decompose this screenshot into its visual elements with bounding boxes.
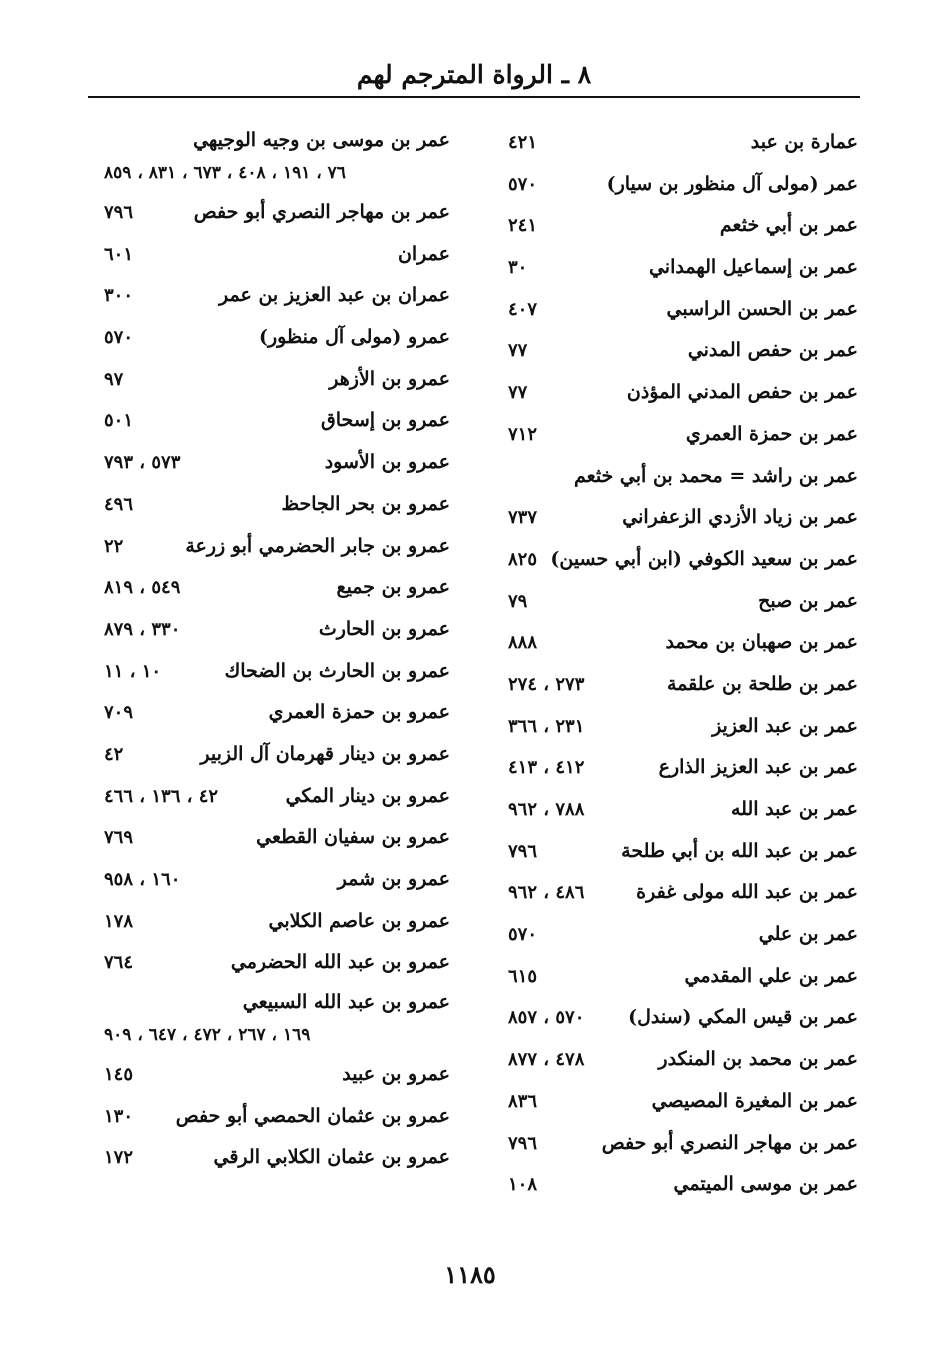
narrator-name: عمران	[397, 242, 450, 265]
narrator-name: عمر بن قيس المكي (سندل)	[628, 1006, 858, 1029]
narrator-name: عمرو بن عاصم الكلابي	[268, 909, 450, 932]
narrator-name: عمر بن أبي خثعم	[719, 214, 858, 237]
page-references: ٧٨٨ ، ٩٦٢	[508, 799, 585, 820]
index-entry	[508, 872, 858, 914]
narrator-name: عمارة بن عبد	[750, 131, 858, 153]
narrator-name: عمرو (مولى آل منظور)	[259, 326, 450, 349]
narrator-name: عمر بن مهاجر النصري أبو حفص	[193, 201, 450, 223]
page-references: ٧٩٦	[104, 202, 134, 223]
narrator-name: عمرو بن دينار قهرمان آل الزبير	[200, 742, 450, 765]
index-entry	[104, 817, 450, 859]
index-entry	[104, 1096, 450, 1138]
index-entry	[104, 1054, 450, 1096]
index-entry	[508, 1039, 858, 1081]
page-references: ٤٢ ، ١٣٦ ، ٤٦٦	[104, 785, 219, 807]
page-references: ٧١٢	[508, 423, 538, 445]
page-references: ٧٦ ، ١٩١ ، ٤٠٨ ، ٦٧٣ ، ٨٣١ ، ٨٥٩	[104, 163, 346, 183]
narrator-name: عمر بن المغيرة المصيصي	[651, 1089, 858, 1112]
index-entry	[508, 956, 858, 998]
page-references: ١٦٩ ، ٢٦٧ ، ٤٧٢ ، ٦٤٧ ، ٩٠٩	[104, 1025, 311, 1046]
narrator-name: عمرو بن الأسود	[324, 451, 450, 474]
narrator-name: عمرو بن بحر الجاحظ	[281, 492, 450, 515]
page-references: ١٤٥	[104, 1064, 134, 1086]
narrator-name: عمر بن حمزة العمري	[685, 422, 858, 445]
narrator-name: عمر بن عبد الله مولى غفرة	[636, 881, 858, 904]
narrator-name: عمر بن الحسن الراسبي	[666, 297, 858, 320]
page-references: ٤١٢ ، ٤١٣	[508, 757, 585, 779]
narrator-name: عمرو بن عبد الله الحضرمي	[230, 951, 450, 974]
page-references: ٤٧٨ ، ٨٧٧	[508, 1049, 585, 1071]
page-references: ٣٠٠	[104, 285, 134, 307]
index-entry	[104, 400, 450, 442]
page-references: ١٠ ، ١١	[104, 660, 162, 682]
index-entry	[508, 581, 858, 623]
narrator-name: عمر بن صبح	[758, 589, 858, 612]
page-references: ٧٣٧	[508, 507, 538, 529]
page-references: ٤٨٦ ، ٩٦٢	[508, 882, 585, 904]
page-references: ٧٩	[508, 590, 528, 612]
narrator-name: عمرو بن حمزة العمري	[268, 701, 450, 724]
index-entry	[104, 609, 450, 651]
narrator-name: عمرو بن الأزهر	[329, 367, 450, 390]
page-references: ٢٤١	[508, 215, 538, 237]
narrator-name: عمر بن سعيد الكوفي (ابن أبي حسين)	[550, 547, 858, 570]
index-entry	[104, 651, 450, 693]
narrator-name: عمرو بن جميع	[336, 576, 450, 599]
page-references: ٢٢	[104, 535, 124, 557]
index-entry	[508, 914, 858, 956]
index-column-right	[508, 122, 858, 1206]
index-entry	[508, 122, 858, 164]
narrator-name: عمر بن موسى الميتمي	[673, 1173, 858, 1196]
narrator-name: عمرو بن الحارث بن الضحاك	[224, 659, 450, 682]
page-references: ٢٧٣ ، ٢٧٤	[508, 673, 585, 695]
index-entry	[104, 526, 450, 568]
narrator-name: عمر بن مهاجر النصري أبو حفص	[601, 1131, 858, 1154]
page-references: ١٠٨	[508, 1174, 538, 1196]
narrator-name: عمرو بن الحارث	[318, 617, 450, 640]
index-entry	[104, 359, 450, 401]
index-entry	[508, 539, 858, 581]
page-references: ٥٧٣ ، ٧٩٣	[104, 452, 181, 474]
page-references: ٣٣٠ ، ٨٧٩	[104, 618, 181, 640]
index-entry	[104, 275, 450, 317]
index-entry	[104, 859, 450, 901]
page-references: ٧٧	[508, 340, 528, 362]
page-references: ٤٠٧	[508, 298, 538, 320]
index-column-left	[104, 122, 450, 1179]
index-entry	[508, 831, 858, 873]
narrator-name: عمرو بن عثمان الحمصي أبو حفص	[175, 1104, 450, 1127]
index-entry	[104, 234, 450, 276]
narrator-name: عمر بن إسماعيل الهمداني	[648, 256, 858, 279]
page-references: ٨٨٨	[508, 632, 538, 654]
index-entry	[508, 497, 858, 539]
page-number: ١١٨٥	[444, 1260, 496, 1289]
narrator-name: عمرو بن دينار المكي	[285, 784, 450, 807]
narrator-name: عمرو بن جابر الحضرمي أبو زرعة	[185, 534, 450, 557]
narrator-name: عمر بن زياد الأزدي الزعفراني	[622, 506, 858, 529]
index-entry	[508, 164, 858, 206]
page-references: ٤٢١	[508, 132, 538, 153]
narrator-name: عمرو بن عثمان الكلابي الرقي	[213, 1146, 450, 1169]
index-entry	[508, 247, 858, 289]
index-entry	[104, 984, 450, 1054]
index-entry	[508, 706, 858, 748]
page-references: ٣٠	[508, 257, 528, 279]
header-rule	[88, 96, 860, 98]
index-entry	[104, 734, 450, 776]
index-entry	[104, 317, 450, 359]
page-references: ٩٧	[104, 368, 124, 390]
page-references: ٤٩٦	[104, 493, 134, 515]
narrator-name: عمر بن علي المقدمي	[684, 964, 858, 987]
index-entry	[508, 330, 858, 372]
page-references: ٨٢٥	[508, 548, 538, 570]
index-entry	[508, 622, 858, 664]
index-entry	[508, 1123, 858, 1165]
index-entry	[508, 414, 858, 456]
index-entry	[104, 776, 450, 818]
narrator-name: عمرو بن عبيد	[342, 1063, 450, 1086]
narrator-name: عمر (مولى آل منظور بن سيار)	[606, 172, 858, 195]
narrator-name: عمر بن راشد = محمد بن أبي خثعم	[574, 464, 858, 487]
index-entry	[104, 1137, 450, 1179]
page-references: ٧٩٦	[508, 840, 538, 862]
index-entry	[508, 1164, 858, 1206]
index-entry	[104, 567, 450, 609]
page-references: ٥٠١	[104, 410, 134, 432]
page-references: ١٦٠ ، ٩٥٨	[104, 869, 181, 890]
page-header: ٨ ـ الرواة المترجم لهم	[356, 60, 592, 89]
page-references: ٦٠١	[104, 243, 134, 265]
narrator-name: عمرو بن عبد الله السبيعي	[242, 991, 450, 1014]
page-references: ٧٠٩	[104, 702, 134, 724]
narrator-name: عمر بن علي	[758, 923, 858, 946]
page-references: ٧٦٤	[104, 952, 134, 974]
narrator-name: عمر بن عبد العزيز الذارع	[658, 756, 858, 779]
page-references: ٥٧٠	[508, 173, 538, 195]
narrator-name: عمر بن عبد الله	[731, 798, 858, 820]
narrator-name: عمرو بن شمر	[337, 868, 450, 890]
index-entry	[104, 192, 450, 234]
page-references: ٧٧	[508, 382, 528, 404]
index-entry	[508, 289, 858, 331]
narrator-name: عمر بن حفص المدني	[687, 339, 858, 362]
index-entry	[104, 122, 450, 192]
index-entry	[508, 372, 858, 414]
narrator-name: عمرو بن إسحاق	[321, 409, 450, 432]
index-entry	[508, 997, 858, 1039]
index-entry	[104, 942, 450, 984]
narrator-name: عمران بن عبد العزيز بن عمر	[219, 284, 450, 307]
index-entry	[508, 747, 858, 789]
narrator-name: عمرو بن سفيان القطعي	[256, 826, 450, 849]
index-entry	[508, 456, 858, 498]
index-entry	[104, 692, 450, 734]
page-references: ١٧٨	[104, 910, 134, 932]
page-references: ٧٩٦	[508, 1132, 538, 1154]
page-references: ٨٣٦	[508, 1090, 538, 1112]
page-references: ٥٧٠	[508, 924, 538, 946]
narrator-name: عمر بن محمد بن المنكدر	[658, 1048, 858, 1071]
page-references: ٥٧٠	[104, 327, 134, 349]
narrator-name: عمر بن طلحة بن علقمة	[666, 672, 858, 695]
page-references: ٥٧٠ ، ٨٥٧	[508, 1007, 585, 1029]
index-entry	[104, 484, 450, 526]
page-references: ٦١٥	[508, 965, 538, 987]
index-entry	[104, 901, 450, 943]
narrator-name: عمر بن صهبان بن محمد	[665, 631, 858, 654]
narrator-name: عمر بن عبد العزيز	[712, 714, 858, 737]
narrator-name: عمر بن عبد الله بن أبي طلحة	[621, 839, 858, 862]
index-entry	[508, 1081, 858, 1123]
page-references: ١٧٢	[104, 1147, 134, 1169]
index-entry	[104, 442, 450, 484]
narrator-name: عمر بن موسى بن وجيه الوجيهي	[193, 129, 450, 151]
page-references: ٧٦٩	[104, 827, 134, 849]
index-entry	[508, 205, 858, 247]
index-entry	[508, 789, 858, 831]
page-references: ٢٣١ ، ٣٦٦	[508, 715, 585, 737]
index-entry	[508, 664, 858, 706]
page-references: ١٣٠	[104, 1105, 134, 1127]
narrator-name: عمر بن حفص المدني المؤذن	[626, 381, 858, 404]
page-references: ٥٤٩ ، ٨١٩	[104, 577, 181, 599]
page-references: ٤٢	[104, 743, 124, 765]
